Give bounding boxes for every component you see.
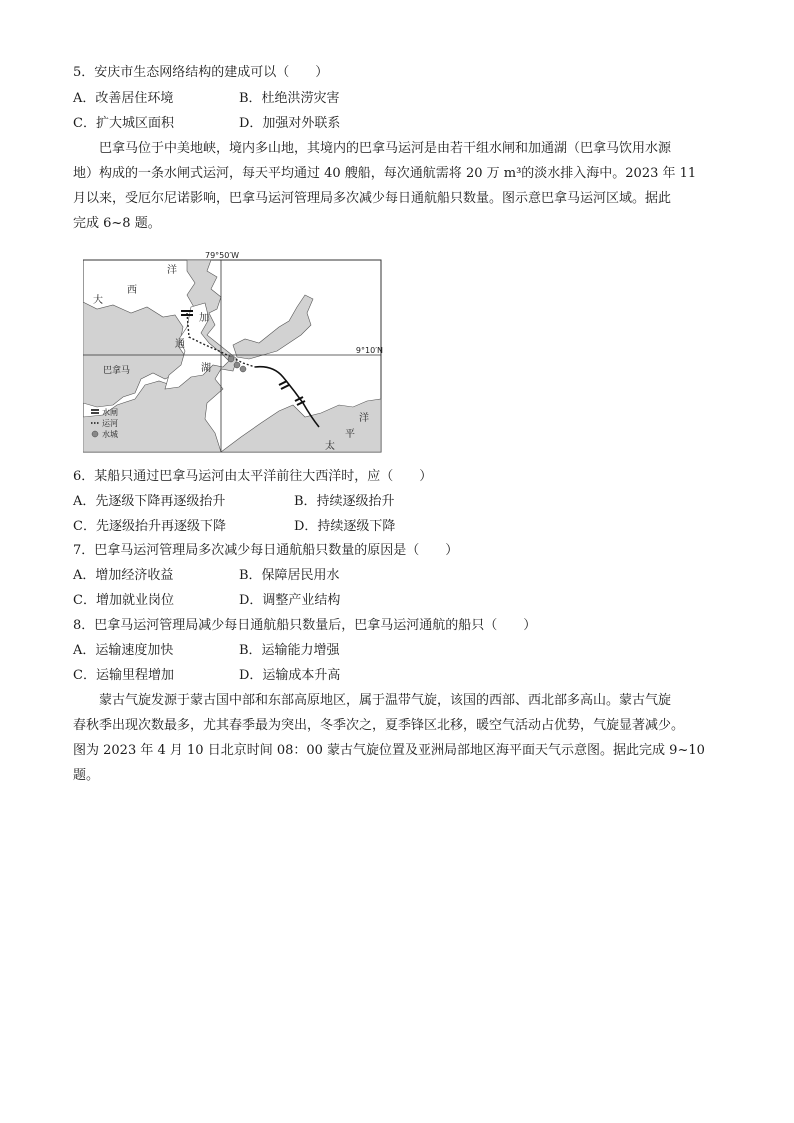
map-atlantic-char-3: 洋	[167, 265, 177, 276]
q7-stem: 7．巴拿马运河管理局多次减少每日通航船只数量的原因是（ ）	[73, 543, 459, 558]
q7-option-d: D．调整产业结构	[239, 593, 341, 608]
legend-lock-label: 水闸	[102, 408, 118, 417]
passage1-line-4: 完成 6~8 题。	[73, 216, 161, 231]
map-pacific-char-2: 平	[345, 429, 355, 440]
passage1-line-1: 巴拿马位于中美地峡，境内多山地，其境内的巴拿马运河是由若干组水闸和加通湖（巴拿马饮用水源	[99, 141, 672, 156]
map-lat-label: 9°10′N	[355, 346, 383, 355]
q6-option-c: C．先逐级抬升再逐级下降	[73, 519, 226, 534]
q5-option-d: D．加强对外联系	[239, 116, 341, 131]
passage2-line-3: 图为 2023 年 4 月 10 日北京时间 08：00 蒙古气旋位置及亚洲局部地区海平面天气示意图。据此完成 9~10	[73, 743, 705, 758]
map-lake-char-2: 通	[175, 339, 185, 350]
q8-stem: 8．巴拿马运河管理局减少每日通航船只数量后，巴拿马运河通航的船只（ ）	[73, 618, 537, 633]
map-atlantic-char-1: 大	[93, 295, 103, 306]
passage2-line-4: 题。	[73, 768, 100, 783]
map-pacific-char-3: 太	[325, 441, 335, 452]
map-lake-char-3: 湖	[201, 363, 211, 374]
map-country-label: 巴拿马	[103, 366, 131, 376]
q7-option-a: A．增加经济收益	[73, 568, 174, 583]
map-lon-label: 79°50′W	[205, 251, 240, 260]
map-pacific-char-1: 洋	[359, 413, 369, 424]
q6-option-d: D．持续逐级下降	[294, 519, 396, 534]
passage2-line-2: 春秋季出现次数最多，尤其春季最为突出，冬季次之，夏季锋区北移，暖空气活动占优势，气旋显著减少。	[73, 718, 685, 733]
q8-option-d: D．运输成本升高	[239, 668, 341, 683]
passage2-line-1: 蒙古气旋发源于蒙古国中部和东部高原地区，属于温带气旋，该国的西部、西北部多高山。蒙古气旋	[99, 693, 672, 708]
q5-stem: 5．安庆市生态网络结构的建成可以（ ）	[73, 65, 329, 80]
q6-option-a: A．先逐级下降再逐级抬升	[73, 494, 226, 509]
q5-option-b: B．杜绝洪涝灾害	[239, 91, 340, 106]
q6-option-b: B．持续逐级抬升	[294, 494, 395, 509]
q8-option-c: C．运输里程增加	[73, 668, 174, 683]
map-lake-char-1: 加	[199, 313, 209, 324]
q7-option-b: B．保障居民用水	[239, 568, 340, 583]
q7-option-c: C．增加就业岗位	[73, 593, 174, 608]
q6-stem: 6．某船只通过巴拿马运河由太平洋前往大西洋时，应（ ）	[73, 469, 433, 484]
q8-option-a: A．运输速度加快	[73, 643, 174, 658]
map-atlantic-char-2: 西	[127, 285, 137, 296]
q5-option-a: A．改善居住环境	[73, 91, 174, 106]
legend-canal-label: 运河	[102, 419, 118, 428]
map-city-dot	[240, 366, 246, 372]
legend-city-label: 水城	[102, 430, 118, 439]
map-city-dot	[234, 362, 240, 368]
passage1-line-3: 月以来，受厄尔尼诺影响，巴拿马运河管理局多次减少每日通航船只数量。图示意巴拿马运河区域。据此	[73, 191, 672, 206]
map-city-dot	[228, 356, 234, 362]
passage1-line-2: 地）构成的一条水闸式运河，每天平均通过 40 艘船，每次通航需将 20 万 m³的淡水排入海中。2023 年 11	[73, 166, 697, 181]
panama-canal-map	[83, 247, 383, 455]
q5-option-c: C．扩大城区面积	[73, 116, 174, 131]
q8-option-b: B．运输能力增强	[239, 643, 340, 658]
